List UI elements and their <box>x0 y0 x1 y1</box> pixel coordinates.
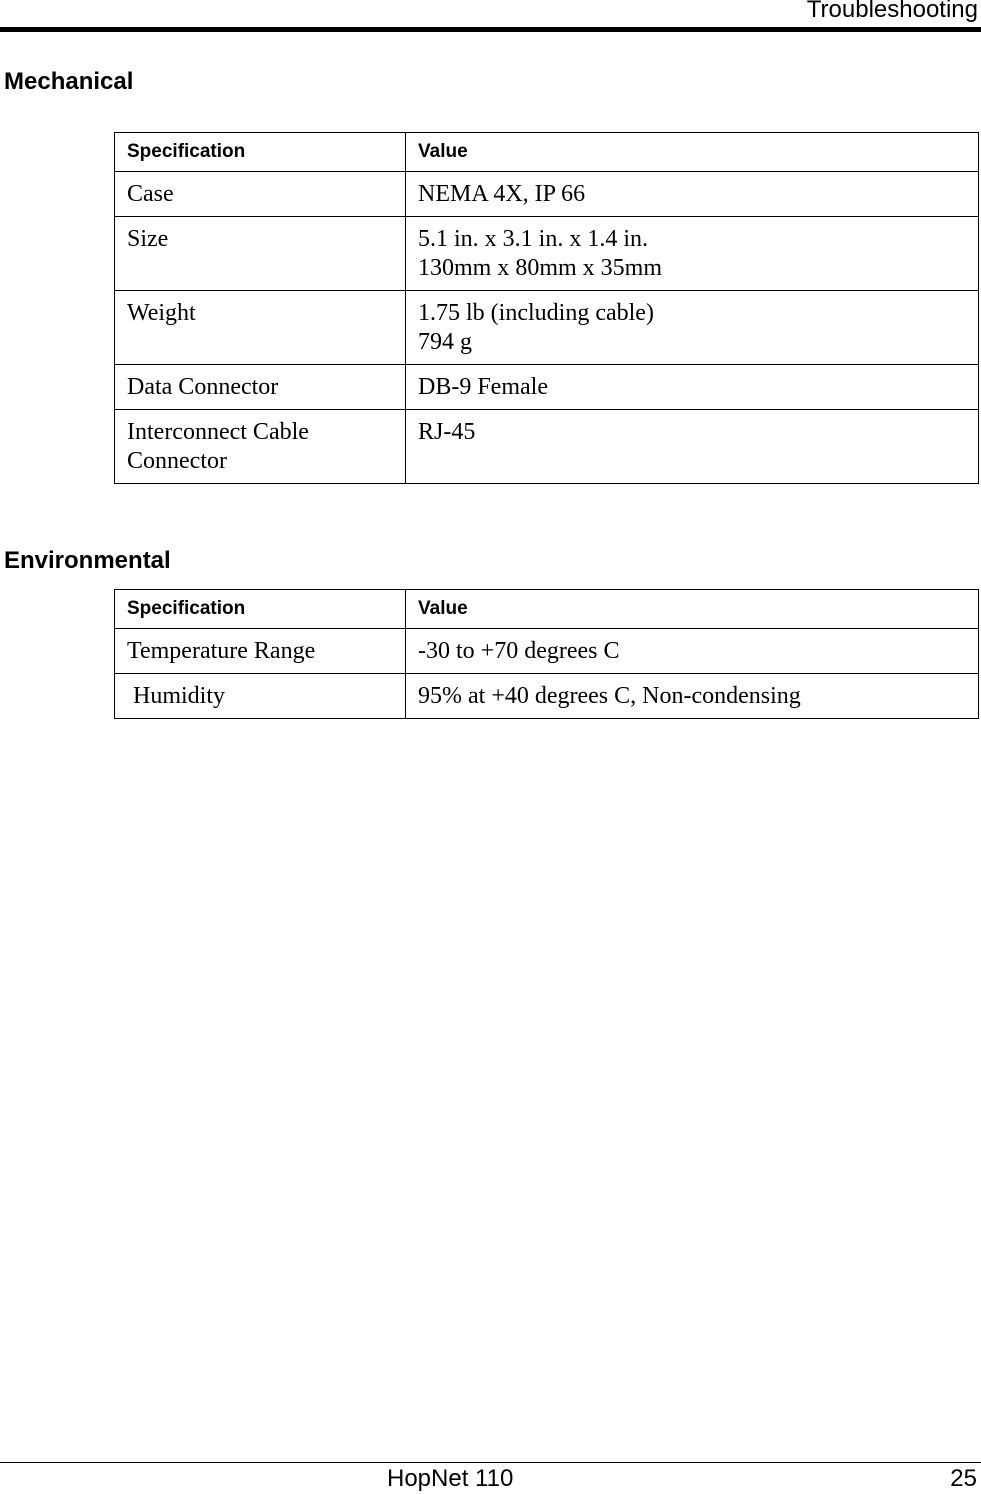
value-cell <box>406 674 979 719</box>
spec-cell: Temperature Range <box>115 629 406 674</box>
table-row <box>115 410 979 484</box>
footer-product-name: HopNet 110 <box>387 1465 514 1492</box>
footer-divider <box>0 1462 981 1463</box>
table-row <box>115 674 979 719</box>
value-line: RJ-45 <box>418 419 476 445</box>
environmental-spec-table <box>114 589 979 719</box>
section-heading-environmental: Environmental <box>4 547 171 574</box>
table-row <box>115 172 979 217</box>
table-header-row <box>115 590 979 629</box>
spec-cell: Humidity <box>115 674 406 719</box>
value-line: 794 g <box>418 329 472 355</box>
table-row <box>115 217 979 291</box>
value-cell <box>406 365 979 410</box>
value-cell <box>406 172 979 217</box>
value-cell <box>406 629 979 674</box>
spec-cell: Data Connector <box>115 365 406 410</box>
table-header-row <box>115 133 979 172</box>
page-number: 25 <box>950 1465 977 1492</box>
value-line: -30 to +70 degrees C <box>418 638 620 664</box>
value-line: 1.75 lb (including cable) <box>418 300 654 326</box>
value-cell <box>406 410 979 484</box>
table-row <box>115 291 979 365</box>
value-cell <box>406 291 979 365</box>
mechanical-spec-table <box>114 132 979 484</box>
spec-cell: Case <box>115 172 406 217</box>
value-line: NEMA 4X, IP 66 <box>418 181 586 207</box>
table-row <box>115 629 979 674</box>
section-heading-mechanical: Mechanical <box>4 68 134 95</box>
spec-cell: Size <box>115 217 406 291</box>
value-cell <box>406 217 979 291</box>
column-header-specification: Specification <box>115 133 406 172</box>
spec-cell: Weight <box>115 291 406 365</box>
table-row <box>115 365 979 410</box>
running-header <box>0 0 981 32</box>
value-line: DB-9 Female <box>418 374 548 400</box>
value-line: 5.1 in. x 3.1 in. x 1.4 in. <box>418 226 649 252</box>
value-line: 95% at +40 degrees C, Non-condensing <box>418 683 801 709</box>
column-header-specification: Specification <box>115 590 406 629</box>
value-line: 130mm x 80mm x 35mm <box>418 255 663 281</box>
column-header-value: Value <box>406 590 979 629</box>
spec-cell: Interconnect Cable Connector <box>115 410 406 484</box>
column-header-value: Value <box>406 133 979 172</box>
running-header-title: Troubleshooting <box>806 0 978 23</box>
